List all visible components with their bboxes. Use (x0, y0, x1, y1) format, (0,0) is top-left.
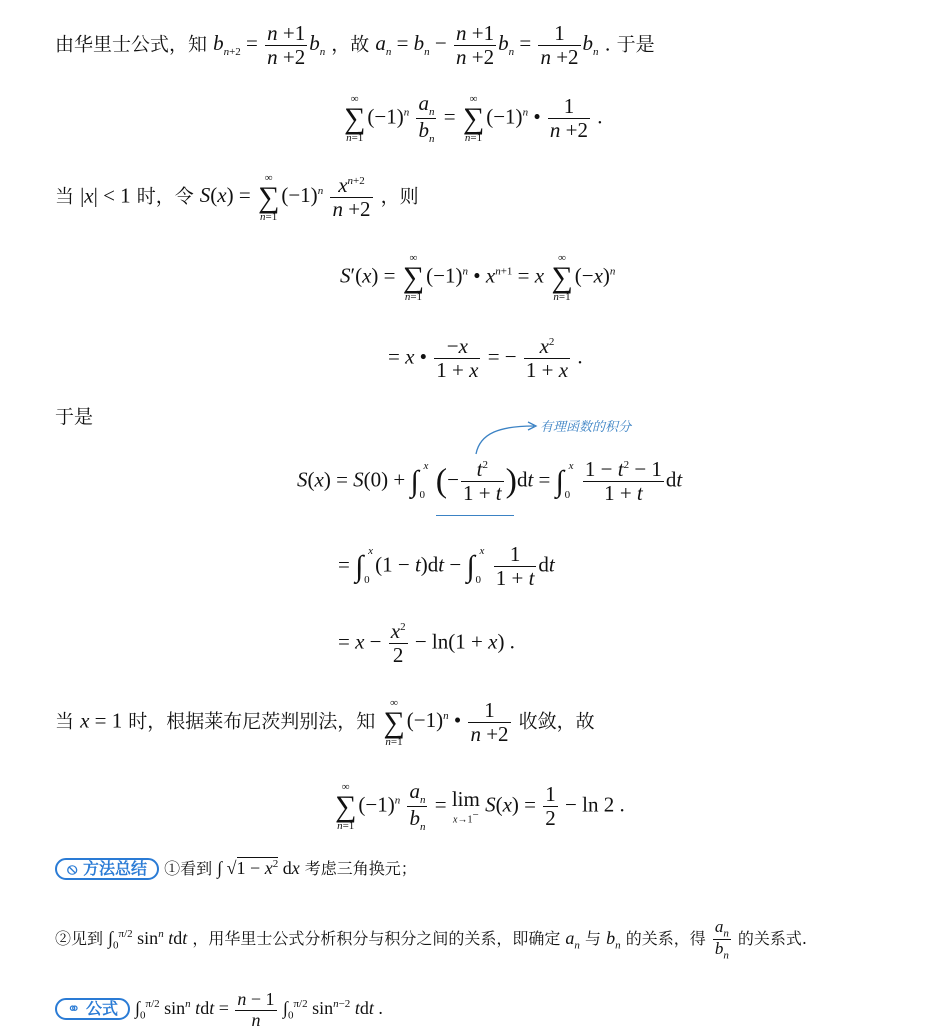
eq-s-derivative-closed: = x • $\frac{-x}{1 + x}$ = − $\frac{x^2}{1 + x}$ . (388, 334, 583, 383)
formula-badge: ⚭ 公式 (55, 998, 130, 1020)
method-summary-badge: ⦸ 方法总结 (55, 858, 159, 880)
eq-s-integral: S(x) = S(0) + ∫ x 0 (− $\frac{t^2}{1 + t}$ )dt = ∫ x 0 $\frac{1 - t^2 - 1}{1 + t}$ dt (297, 457, 683, 506)
text-method-2: ②见到 (55, 928, 104, 948)
text-dang-2: 当 (55, 710, 75, 733)
text-leibniz: 时，根据莱布尼茨判别法，知 (128, 710, 376, 733)
line-wallis (55, 22, 655, 69)
eq-s-split: = ∫ x 0 (1 − t)dt − ∫ x 0 $\frac{1}{1 + t}$ dt (338, 542, 555, 591)
text-method-1-tail: 考虑三角换元； (304, 859, 417, 878)
annotation-arrow (470, 418, 542, 458)
line-define-s: 当 |x| < 1 时，令 S(x) = ∞ ∑ n=1 $(-1)^n$ $\frac{x^{n+2}}{n +2}$ ，则 (55, 172, 419, 224)
text-shi-ling: 时，令 (136, 185, 194, 208)
eq-series-ratio: ∞ ∑ n=1 $(-1)^n$ $\frac{a_n}{b_n}$ = ∞ ∑ n=1 $(-1)^n$ • $\frac{1}{n +2}$ . (344, 91, 603, 146)
text-yushi-2: 于是 (55, 406, 94, 428)
text-converge: 收敛，故 (518, 710, 595, 733)
line-method-2: ②见到 $\int_0^{\pi/2}$ $\sin^n$ tdt ，用华里士公式分析积分与积分之间的关系，即确定 $a_n$ 与 $b_n$ 的关系，得 $\frac{a_n}{b_n}$ 的关系式. (55, 917, 808, 962)
eq-s-derivative: S′(x) = ∞ ∑ n=1 $(-1)^n$ • $x^{n+1} = x$ ∞ ∑ n=1 $(-x)^n$ (340, 252, 616, 304)
math-a-n: $a_n = b_n$ − $\frac{n +1}{n +2}$ $b_n$ = $\frac{1}{n +2}$ $b_n$ (375, 21, 599, 70)
link-icon: ⚭ (67, 999, 86, 1019)
line-leibniz: 当 x = 1 时，根据莱布尼茨判别法，知 ∞ ∑ n=1 $(-1)^n$ • $\frac{1}{n +2}$ 收敛，故 (55, 697, 595, 749)
annotation-underline (436, 515, 514, 516)
eq-final-sum: ∞ ∑ n=1 $(-1)^n$ $\frac{a_n}{b_n}$ = lim x→1− S(x) = $\frac{1}{2}$ − ln 2 . (335, 779, 625, 834)
eq-s-result: = x − $\frac{x^2}{2}$ − ln(1 + x) . (338, 619, 515, 668)
line-method-1: ⦸ 方法总结 ①看到 ∫ $√1 - x^2$ dx 考虑三角换元； (55, 858, 417, 880)
tag-icon: ⦸ (67, 859, 84, 878)
text-and: 与 (585, 928, 602, 948)
text-method-1: ①看到 (164, 859, 213, 878)
annotation-rational-integral: 有理函数的积分 (540, 420, 632, 435)
text-gu: ，故 (331, 33, 370, 56)
text-method-2-tail: 的关系式. (737, 928, 808, 948)
line-formula: ⚭ 公式 $\int_0^{\pi/2}$ $\sin^n$ tdt = $\frac{n - 1}{n}$ $\int_0^{\pi/2}$ $\sin^{n-2}$ tdt . (55, 990, 383, 1031)
text-wallis-intro: 由华里士公式，知 (55, 33, 208, 56)
text-method-2-mid: ，用华里士公式分析积分与积分之间的关系，即确定 (192, 928, 561, 948)
text-method-2-mid2: 的关系，得 (625, 928, 706, 948)
text-ze: ，则 (380, 185, 419, 208)
text-yushi-1: . 于是 (604, 33, 655, 56)
text-dang: 当 (55, 185, 75, 208)
math-b-recursion: $b_{n+2}$ = $\frac{n +1}{n +2}$ $b_n$ (213, 21, 326, 70)
